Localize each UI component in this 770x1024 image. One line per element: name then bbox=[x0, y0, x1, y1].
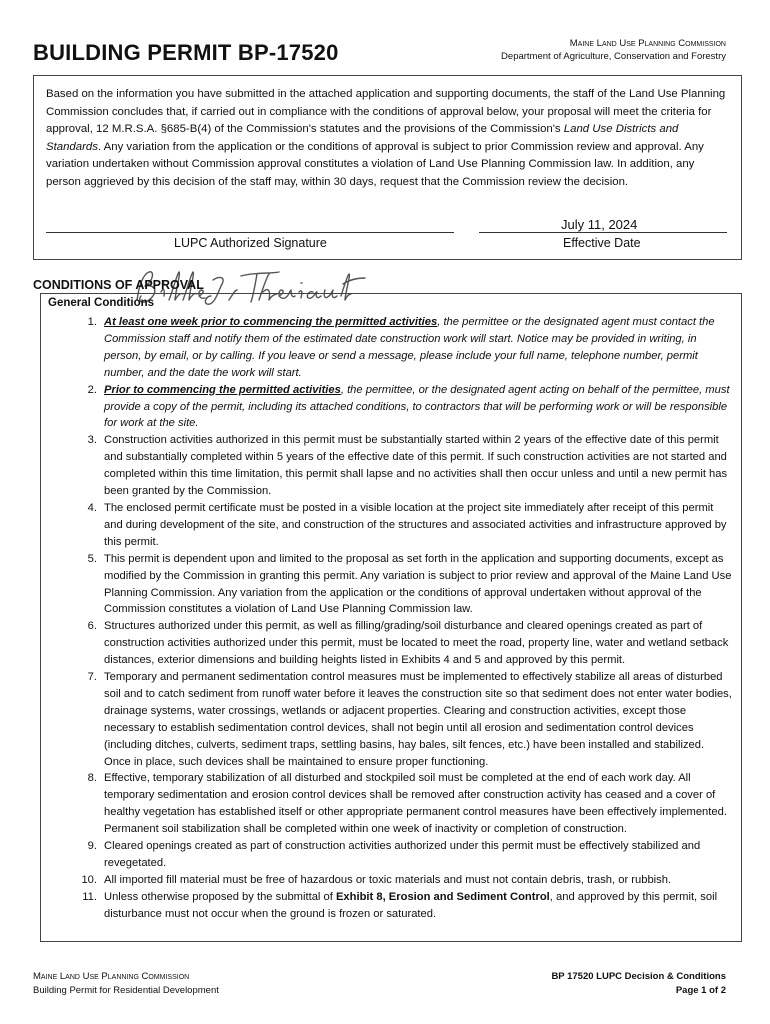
condition-lead: Prior to commencing the permitted activities bbox=[104, 383, 341, 396]
condition-item-7 bbox=[41, 669, 739, 770]
footer-document-type: Building Permit for Residential Development bbox=[33, 985, 219, 996]
footer-agency-name: Maine Land Use Planning Commission bbox=[33, 971, 190, 982]
condition-lead: At least one week prior to commencing the permitted activities bbox=[104, 316, 438, 328]
footer-right bbox=[551, 970, 726, 998]
condition-number: 3. bbox=[87, 434, 97, 447]
condition-number: 2. bbox=[87, 383, 97, 396]
condition-number: 9. bbox=[87, 840, 97, 853]
condition-item-2 bbox=[41, 382, 739, 433]
condition-text: Temporary and permanent sedimentation control measures must be implemented to effectively stabilize all areas of disturbed soil and to catch sediment from runoff water before it leaves the construction site so that sediment does not enter water bodies, drainage systems, water crossings, wetlands or adjacent properties. Clearing and construction activities, except those necessary to establish sedimentation control devices, shall not begin until all erosion and sedimentation control devices (including ditches, culverts, sediment traps, settling basins, hay bales, silt fences, etc.) have been installed and stabilized. Once in place, such devices shall be maintained to ensure proper functioning. bbox=[104, 671, 732, 768]
page-number: Page 1 of 2 bbox=[675, 985, 726, 996]
condition-text: Structures authorized under this permit, as well as filling/grading/soil disturbance and cleared openings created as part of construction activities authorized under this permit, must be located to meet the road, property line, water and wetland setback distances, exterior dimensions and building heights listed in Exhibits 4 and 5 and approved by this permit. bbox=[104, 620, 729, 667]
general-conditions-heading: General Conditions bbox=[48, 297, 155, 309]
agency-name: Maine Land Use Planning Commission bbox=[569, 38, 726, 49]
footer-document-title: BP 17520 LUPC Decision & Conditions bbox=[551, 971, 726, 982]
condition-item-10 bbox=[41, 872, 739, 889]
intro-box bbox=[33, 75, 742, 260]
condition-text: All imported fill material must be free of hazardous or toxic materials and must not contain debris, trash, or rubbish. bbox=[104, 873, 672, 886]
condition-number: 11. bbox=[82, 890, 97, 903]
condition-text-after: , and approved by this permit, soil disturbance must not occur when the ground is frozen or saturated. bbox=[104, 890, 718, 920]
condition-item-5 bbox=[41, 551, 739, 619]
condition-text: , the permittee or the designated agent must contact the Commission staff and notify them of the estimated date construction work will start. Notice may be provided in writing, in person, by email, or by calling. If you leave or send a message, please include your full name, telephone number, permit number, and the date the work will start. bbox=[104, 316, 715, 379]
condition-item-1 bbox=[41, 314, 739, 382]
condition-number: 1. bbox=[87, 316, 97, 328]
condition-number: 7. bbox=[87, 671, 97, 684]
signature-label: LUPC Authorized Signature bbox=[174, 236, 327, 250]
agency-department: Department of Agriculture, Conservation and Forestry bbox=[501, 51, 726, 62]
condition-text: The enclosed permit certificate must be posted in a visible location at the project site immediately after receipt of this permit and during development of the site, and construction of the structures and associated activities and infrastructure approved by this permit. bbox=[104, 501, 727, 548]
condition-number: 4. bbox=[87, 501, 97, 514]
condition-text: , the permittee, or the designated agent acting on behalf of the permittee, must provide a copy of the permit, including its attached conditions, to contractors that will be performing work or will be responsible for work at the site. bbox=[104, 383, 730, 430]
condition-text-before: Unless otherwise proposed by the submittal of bbox=[104, 890, 336, 903]
signature-line bbox=[46, 232, 454, 233]
conditions-box bbox=[40, 293, 742, 942]
condition-text: Cleared openings created as part of construction activities authorized under this permit must be effectively stabilized and revegetated. bbox=[104, 840, 701, 869]
footer-left bbox=[33, 970, 219, 998]
intro-text-italic: Land Use Districts and Standards bbox=[46, 123, 679, 153]
condition-number: 8. bbox=[87, 772, 97, 785]
condition-number: 10. bbox=[81, 873, 97, 886]
condition-number: 6. bbox=[87, 620, 97, 633]
permit-title: BUILDING PERMIT BP-17520 bbox=[33, 40, 339, 65]
condition-text: Effective, temporary stabilization of all disturbed and stockpiled soil must be completed at the end of each work day. All temporary sedimentation and erosion control devices shall be removed after construction activity has ceased and a cover of healthy vegetation has established itself or other appropriate permanent control measures have been effectively implemented. Permanent soil stabilization shall be completed within one week of inactivity or completion of construction. bbox=[104, 772, 727, 836]
condition-item-11 bbox=[41, 889, 739, 923]
condition-exhibit-reference: Exhibit 8, Erosion and Sediment Control bbox=[335, 890, 550, 903]
agency-header bbox=[501, 37, 726, 63]
condition-text: Construction activities authorized in this permit must be substantially started within 2 years of the effective date of this permit and substantially completed within 5 years of the effective date of this permit. If such construction activities are not started and completed within this time limitation, this permit shall lapse and no activities shall then occur unless and until a new permit has been granted by the Commission. bbox=[104, 434, 728, 498]
intro-text-part1: Based on the information you have submitted in the attached application and supporting documents, the staff of the Land Use Planning Commission concludes that, if carried out in compliance with the conditions of approval below, your proposal will meet the criteria for approval, 12 M.R.S.A. §685-B(4) of the Commission's statutes and the provisions of the Commission's bbox=[46, 88, 726, 135]
intro-text-part2: . Any variation from the application or the conditions of approval is subject to prior Commission review and approval. Any variation undertaken without Commission approval constitutes a violation of Land Use Planning Commission law. In addition, any person aggrieved by this decision of the staff may, within 30 days, request that the Commission review the decision. bbox=[46, 140, 704, 188]
conditions-list bbox=[41, 314, 739, 923]
date-line bbox=[479, 232, 727, 233]
condition-item-8 bbox=[41, 770, 739, 838]
conditions-section-title: CONDITIONS OF APPROVAL bbox=[33, 278, 204, 292]
condition-item-4 bbox=[41, 500, 739, 551]
effective-date-value: July 11, 2024 bbox=[561, 217, 638, 232]
intro-paragraph bbox=[46, 86, 732, 191]
condition-text: This permit is dependent upon and limited to the proposal as set forth in the application and supporting documents, except as modified by the Commission in granting this permit. Any variation is subject to prior review and approval of the Maine Land Use Planning Commission. Any variation from the application or the conditions of approval undertaken without approval of the Commission constitutes a violation of Land Use Planning Commission law. bbox=[104, 552, 732, 616]
condition-item-6 bbox=[41, 618, 739, 669]
condition-item-9 bbox=[41, 838, 739, 872]
condition-item-3 bbox=[41, 432, 739, 500]
effective-date-label: Effective Date bbox=[563, 236, 641, 250]
condition-number: 5. bbox=[87, 552, 97, 565]
